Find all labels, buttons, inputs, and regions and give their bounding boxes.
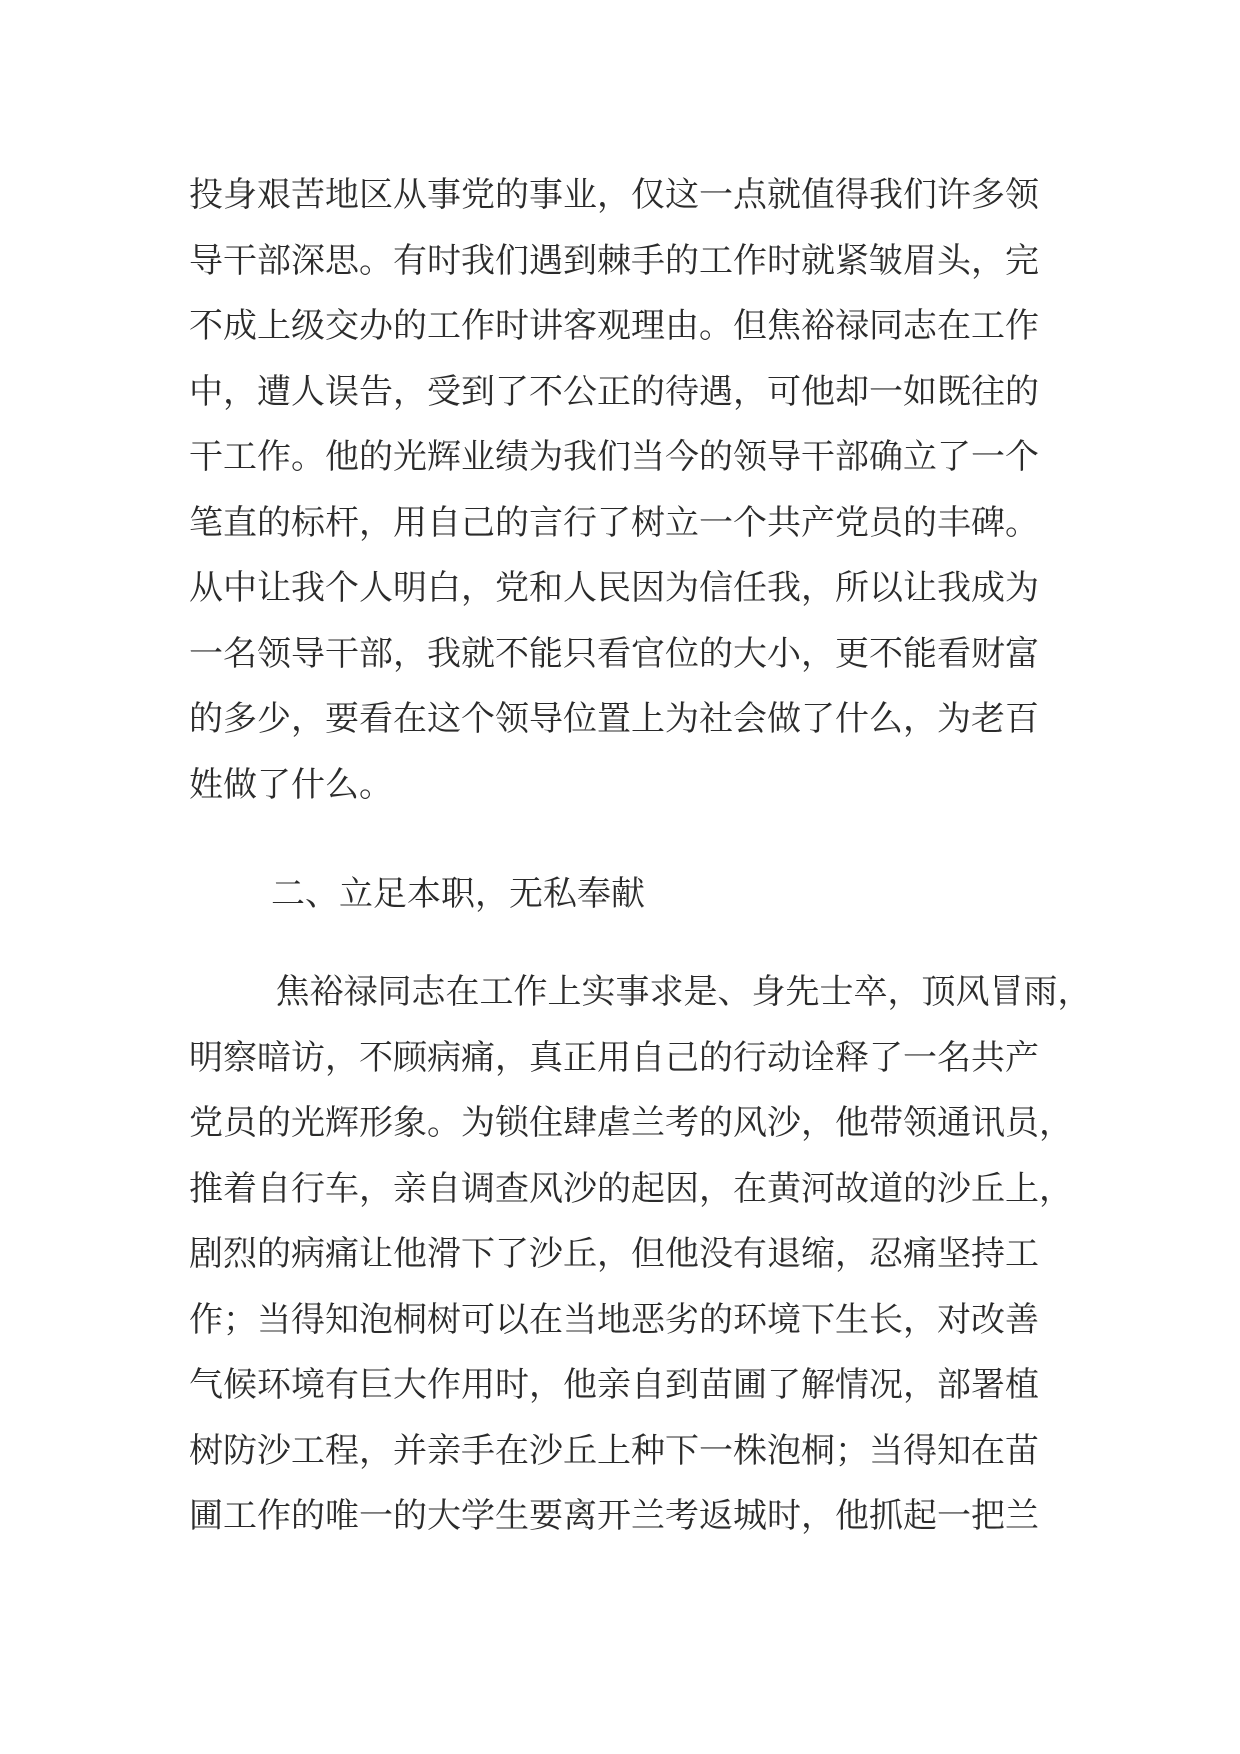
text-line: 明察暗访，不顾病痛，真正用自己的行动诠释了一名共产 [189, 1037, 1039, 1078]
text-line: 笔直的标杆，用自己的言行了树立一个共产党员的丰碑。 [189, 502, 1039, 543]
text-line: 剧烈的病痛让他滑下了沙丘，但他没有退缩，忍痛坚持工 [189, 1234, 1039, 1274]
paragraph-1 [189, 163, 1069, 818]
text-line: 一名领导干部，我就不能只看官位的大小，更不能看财富 [189, 633, 1039, 674]
text-line: 焦裕禄同志在工作上实事求是、身先士卒，顶风冒雨， [189, 972, 1092, 1012]
text-line: 的多少，要看在这个领导位置上为社会做了什么，为老百 [189, 699, 1039, 739]
text-line: 不成上级交办的工作时讲客观理由。但焦裕禄同志在工作 [189, 306, 1039, 346]
text-line: 党员的光辉形象。为锁住肆虐兰考的风沙，他带领通讯员， [189, 1103, 1073, 1143]
text-line: 中，遭人误告，受到了不公正的待遇，可他却一如既往的 [189, 371, 1039, 412]
text-line: 干工作。他的光辉业绩为我们当今的领导干部确立了一个 [189, 437, 1039, 477]
text-line: 树防沙工程，并亲手在沙丘上种下一株泡桐；当得知在苗 [189, 1430, 1039, 1471]
section-heading: 二、立足本职，无私奉献 [271, 874, 645, 914]
text-line: 从中让我个人明白，党和人民因为信任我，所以让我成为 [189, 568, 1039, 608]
text-line: 圃工作的唯一的大学生要离开兰考返城时，他抓起一把兰 [189, 1496, 1039, 1536]
text-line: 投身艰苦地区从事党的事业，仅这一点就值得我们许多领 [189, 175, 1039, 215]
text-line: 推着自行车，亲自调查风沙的起因，在黄河故道的沙丘上， [189, 1168, 1073, 1209]
paragraph-2 [189, 960, 1092, 1550]
text-line: 作；当得知泡桐树可以在当地恶劣的环境下生长，对改善 [189, 1299, 1039, 1340]
text-line: 气候环境有巨大作用时，他亲自到苗圃了解情况，部署植 [189, 1365, 1039, 1405]
text-line: 导干部深思。有时我们遇到棘手的工作时就紧皱眉头，完 [189, 240, 1039, 281]
text-line: 姓做了什么。 [189, 764, 393, 805]
